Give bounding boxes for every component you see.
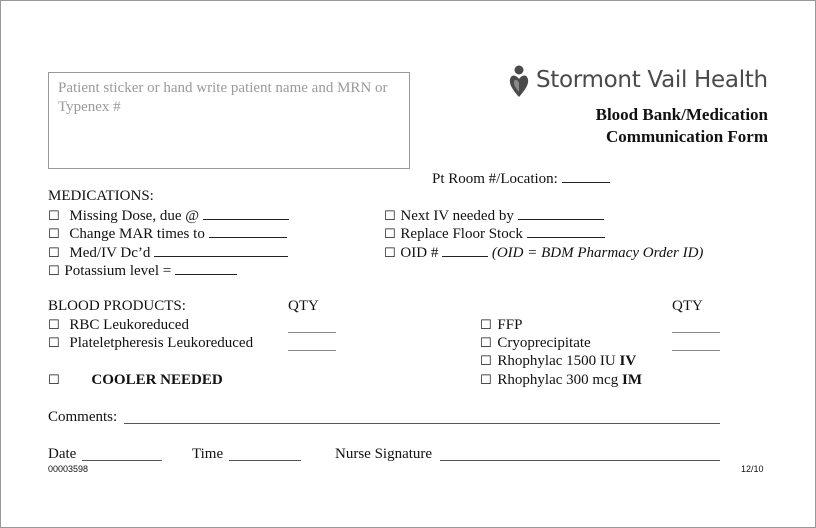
checkbox-icon[interactable]: ☐ — [48, 336, 60, 351]
room-location-field[interactable] — [432, 168, 610, 188]
ffp-qty-field[interactable] — [672, 332, 720, 333]
plateletpheresis-qty-field[interactable] — [288, 350, 336, 351]
form-number: 00003598 — [48, 464, 89, 474]
cooler-needed-label: COOLER NEEDED — [91, 372, 223, 388]
checkbox-icon[interactable]: ☐ — [48, 209, 60, 224]
med-change-mar-label: Change MAR times to — [69, 226, 205, 242]
form-title-line2: Communication Form — [606, 127, 768, 146]
date-field[interactable] — [82, 460, 162, 461]
blood-products-heading: BLOOD PRODUCTS: — [48, 298, 186, 314]
comments-label: Comments: — [48, 409, 118, 425]
bp-rhophylac-300-label: Rhophylac 300 mcg — [497, 372, 619, 388]
med-replace-floor-stock[interactable] — [384, 223, 605, 244]
patient-sticker-box[interactable] — [48, 72, 410, 169]
bp-ffp-label: FFP — [497, 317, 523, 333]
checkbox-icon[interactable]: ☐ — [480, 354, 492, 369]
bp-rhophylac-300-route: IM — [621, 372, 642, 388]
checkbox-icon[interactable]: ☐ — [48, 246, 60, 261]
bp-cryoprecipitate-label: Cryoprecipitate — [497, 335, 591, 351]
checkbox-icon[interactable]: ☐ — [48, 318, 60, 333]
room-location-blank[interactable] — [562, 168, 610, 183]
checkbox-icon[interactable]: ☐ — [480, 336, 492, 351]
med-oid-label: OID # — [400, 245, 439, 261]
checkbox-icon[interactable]: ☐ — [384, 209, 396, 224]
med-replace-floor-stock-label: Replace Floor Stock — [400, 226, 523, 242]
checkbox-icon[interactable]: ☐ — [384, 227, 396, 242]
cryoprecipitate-qty-field[interactable] — [672, 350, 720, 351]
change-mar-blank[interactable] — [209, 223, 287, 238]
rbc-qty-field[interactable] — [288, 332, 336, 333]
medications-heading: MEDICATIONS: — [48, 188, 154, 204]
checkbox-icon[interactable]: ☐ — [480, 318, 492, 333]
bp-rhophylac-1500-label: Rhophylac 1500 IU — [497, 353, 616, 369]
bp-rhophylac-300[interactable] — [480, 371, 642, 390]
missing-dose-blank[interactable] — [203, 205, 289, 220]
comments-field[interactable] — [124, 423, 720, 424]
cooler-needed[interactable] — [48, 371, 223, 390]
time-label: Time — [192, 446, 224, 462]
patient-sticker-placeholder: Patient sticker or hand write patient name and MRN or Typenex # — [58, 80, 388, 115]
med-oid[interactable] — [384, 242, 703, 263]
med-missing-dose-label: Missing Dose, due @ — [69, 208, 200, 224]
oid-note: (OID = BDM Pharmacy Order ID) — [491, 245, 704, 261]
bp-plateletpheresis-label: Plateletpheresis Leukoreduced — [69, 335, 254, 351]
med-next-iv-label: Next IV needed by — [400, 208, 514, 224]
med-potassium-label: Potassium level = — [64, 263, 172, 279]
med-change-mar[interactable] — [48, 223, 287, 244]
stormont-vail-logo-icon — [508, 64, 530, 98]
bp-ffp[interactable] — [480, 316, 522, 335]
nurse-signature-label: Nurse Signature — [335, 446, 433, 462]
potassium-blank[interactable] — [175, 260, 237, 275]
bp-plateletpheresis[interactable] — [48, 334, 253, 353]
form-revision: 12/10 — [741, 464, 764, 474]
nurse-signature-field[interactable] — [440, 460, 720, 461]
med-iv-dcd-label: Med/IV Dc’d — [69, 245, 151, 261]
checkbox-icon[interactable]: ☐ — [48, 373, 60, 388]
checkbox-icon[interactable]: ☐ — [384, 246, 396, 261]
bp-cryoprecipitate[interactable] — [480, 334, 591, 353]
qty-header-left: QTY — [288, 298, 319, 314]
bp-rhophylac-1500[interactable] — [480, 352, 636, 371]
checkbox-icon[interactable]: ☐ — [48, 227, 60, 242]
replace-floor-stock-blank[interactable] — [527, 223, 605, 238]
med-potassium[interactable] — [48, 260, 237, 281]
room-location-label: Pt Room #/Location: — [432, 171, 558, 187]
bp-rbc[interactable] — [48, 316, 189, 335]
brand-name: Stormont Vail Health — [536, 67, 768, 93]
bp-rhophylac-1500-route: IV — [619, 353, 637, 369]
checkbox-icon[interactable]: ☐ — [480, 373, 492, 388]
bp-rbc-label: RBC Leukoreduced — [69, 317, 189, 333]
qty-header-right: QTY — [672, 298, 703, 314]
time-field[interactable] — [229, 460, 301, 461]
med-iv-dcd-blank[interactable] — [154, 242, 288, 257]
oid-blank[interactable] — [442, 242, 488, 257]
form-title-line1: Blood Bank/Medication — [595, 105, 768, 124]
date-label: Date — [48, 446, 77, 462]
checkbox-icon[interactable]: ☐ — [48, 264, 60, 279]
next-iv-blank[interactable] — [518, 205, 604, 220]
